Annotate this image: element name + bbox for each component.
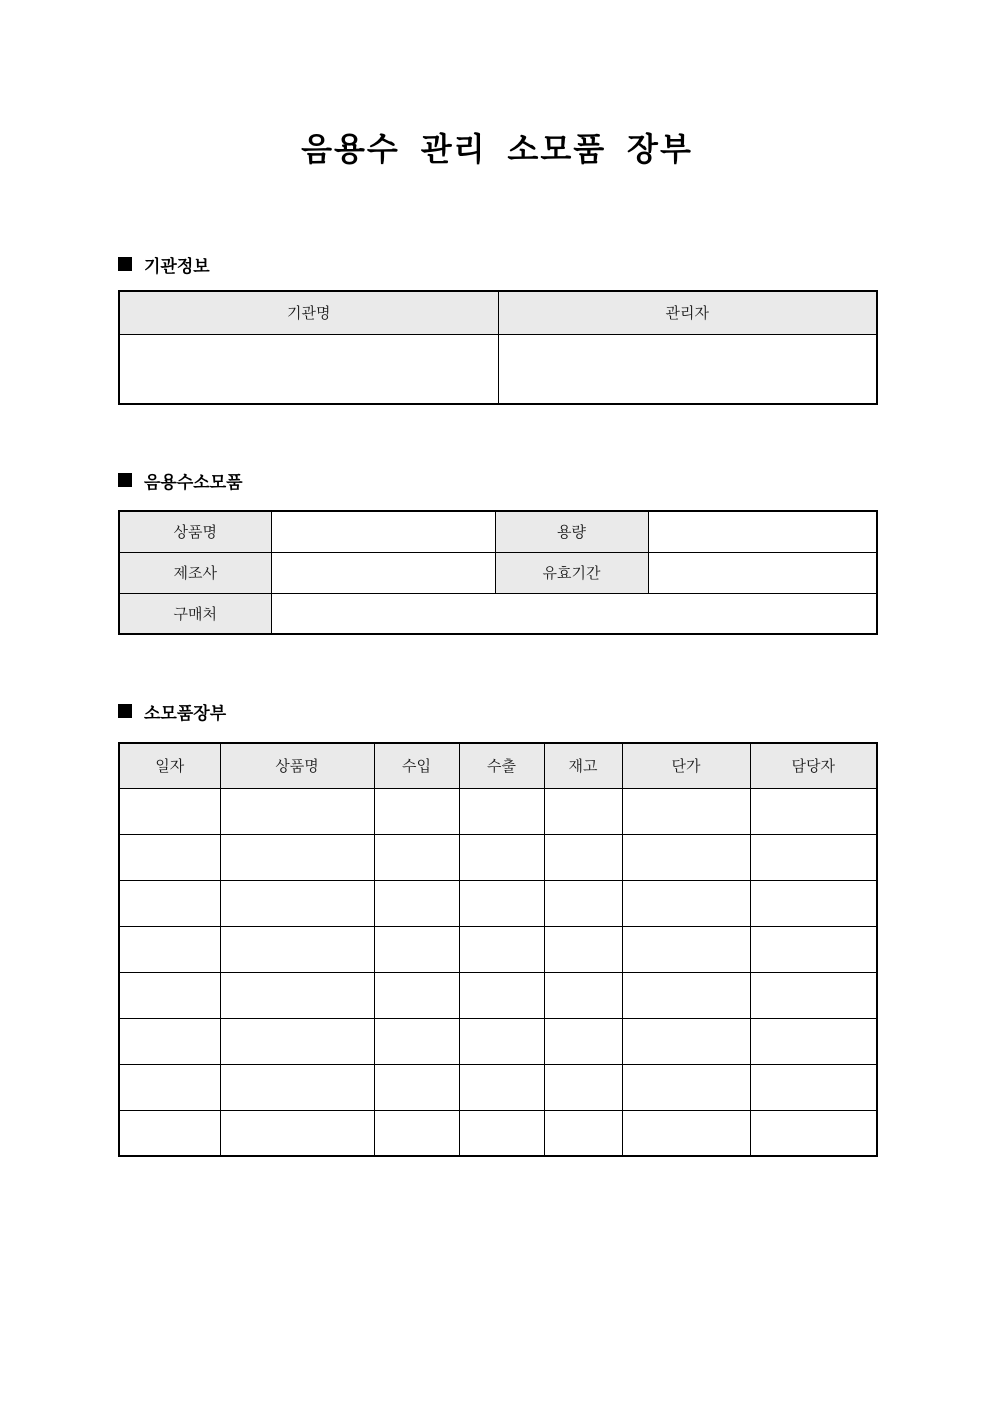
- section-heading-ledger: [118, 699, 876, 723]
- org-institution-value-cell: [119, 334, 498, 404]
- ledger-empty-cell: [374, 834, 459, 880]
- ledger-empty-cell: [622, 880, 750, 926]
- ledger-empty-cell: [544, 1018, 622, 1064]
- ledger-col-product: 상품명: [220, 743, 374, 788]
- section-heading-org: [118, 252, 876, 276]
- ledger-empty-row: [119, 972, 877, 1018]
- ledger-table: [118, 742, 878, 1157]
- ledger-empty-cell: [622, 1110, 750, 1156]
- consumable-row: [119, 511, 877, 552]
- ledger-empty-cell: [622, 926, 750, 972]
- ledger-empty-cell: [459, 880, 544, 926]
- ledger-empty-cell: [220, 1110, 374, 1156]
- ledger-empty-cell: [750, 1064, 877, 1110]
- ledger-empty-cell: [544, 834, 622, 880]
- ledger-empty-row: [119, 1064, 877, 1110]
- ledger-empty-cell: [119, 1064, 220, 1110]
- ledger-empty-cell: [119, 834, 220, 880]
- ledger-empty-cell: [459, 834, 544, 880]
- label-purchase-place: 구매처: [119, 593, 271, 634]
- ledger-empty-cell: [622, 972, 750, 1018]
- ledger-empty-cell: [374, 1064, 459, 1110]
- ledger-empty-cell: [459, 1064, 544, 1110]
- ledger-empty-cell: [544, 926, 622, 972]
- ledger-empty-cell: [750, 1018, 877, 1064]
- consumable-table: [118, 510, 878, 635]
- ledger-empty-cell: [750, 1110, 877, 1156]
- ledger-header-row: [119, 743, 877, 788]
- ledger-empty-cell: [750, 972, 877, 1018]
- value-purchase-place-cell: [271, 593, 877, 634]
- label-product-name: 상품명: [119, 511, 271, 552]
- ledger-empty-cell: [459, 1018, 544, 1064]
- ledger-col-person: 담당자: [750, 743, 877, 788]
- ledger-empty-cell: [220, 880, 374, 926]
- ledger-body: [119, 788, 877, 1156]
- ledger-empty-cell: [622, 788, 750, 834]
- ledger-empty-cell: [750, 880, 877, 926]
- page-title: 음용수 관리 소모품 장부: [301, 131, 693, 167]
- ledger-col-date: 일자: [119, 743, 220, 788]
- ledger-empty-cell: [750, 788, 877, 834]
- org-table-header-row: [119, 291, 877, 334]
- ledger-empty-cell: [544, 880, 622, 926]
- label-expiration: 유효기간: [495, 552, 648, 593]
- ledger-empty-row: [119, 1110, 877, 1156]
- ledger-empty-row: [119, 834, 877, 880]
- ledger-empty-cell: [374, 1110, 459, 1156]
- ledger-col-unit-price: 단가: [622, 743, 750, 788]
- ledger-empty-cell: [622, 1018, 750, 1064]
- ledger-empty-cell: [750, 926, 877, 972]
- value-manufacturer-cell: [271, 552, 495, 593]
- ledger-empty-row: [119, 926, 877, 972]
- ledger-empty-cell: [750, 834, 877, 880]
- ledger-empty-cell: [374, 926, 459, 972]
- ledger-empty-cell: [119, 1018, 220, 1064]
- ledger-empty-cell: [220, 834, 374, 880]
- ledger-empty-cell: [459, 972, 544, 1018]
- org-manager-value-cell: [498, 334, 877, 404]
- org-table: [118, 290, 878, 405]
- section-heading-org-label: 기관정보: [144, 256, 210, 276]
- ledger-empty-cell: [544, 1110, 622, 1156]
- ledger-empty-cell: [220, 1018, 374, 1064]
- section-heading-ledger-label: 소모품장부: [144, 703, 227, 723]
- ledger-empty-cell: [459, 1110, 544, 1156]
- ledger-empty-cell: [374, 972, 459, 1018]
- ledger-col-out: 수출: [459, 743, 544, 788]
- ledger-empty-cell: [544, 1064, 622, 1110]
- value-product-name-cell: [271, 511, 495, 552]
- ledger-empty-cell: [119, 926, 220, 972]
- ledger-empty-row: [119, 1018, 877, 1064]
- ledger-col-stock: 재고: [544, 743, 622, 788]
- ledger-empty-cell: [622, 1064, 750, 1110]
- org-col-manager: 관리자: [498, 291, 877, 334]
- ledger-empty-row: [119, 880, 877, 926]
- section-bullet-icon: [118, 473, 132, 487]
- ledger-empty-cell: [220, 788, 374, 834]
- ledger-empty-cell: [374, 880, 459, 926]
- ledger-empty-cell: [119, 788, 220, 834]
- ledger-empty-cell: [544, 972, 622, 1018]
- ledger-empty-cell: [459, 788, 544, 834]
- document-content: [118, 0, 876, 1157]
- ledger-empty-cell: [119, 972, 220, 1018]
- ledger-empty-cell: [374, 788, 459, 834]
- ledger-empty-cell: [119, 1110, 220, 1156]
- ledger-empty-cell: [459, 926, 544, 972]
- value-capacity-cell: [648, 511, 877, 552]
- ledger-empty-cell: [220, 972, 374, 1018]
- section-bullet-icon: [118, 704, 132, 718]
- consumable-row: [119, 593, 877, 634]
- ledger-empty-cell: [220, 926, 374, 972]
- label-manufacturer: 제조사: [119, 552, 271, 593]
- section-heading-consumable: [118, 468, 876, 492]
- section-bullet-icon: [118, 257, 132, 271]
- ledger-empty-cell: [622, 834, 750, 880]
- ledger-empty-cell: [544, 788, 622, 834]
- value-expiration-cell: [648, 552, 877, 593]
- ledger-empty-row: [119, 788, 877, 834]
- org-table-value-row: [119, 334, 877, 404]
- section-heading-consumable-label: 음용수소모품: [144, 472, 243, 492]
- org-col-institution: 기관명: [119, 291, 498, 334]
- ledger-empty-cell: [220, 1064, 374, 1110]
- ledger-empty-cell: [374, 1018, 459, 1064]
- consumable-row: [119, 552, 877, 593]
- ledger-col-in: 수입: [374, 743, 459, 788]
- ledger-empty-cell: [119, 880, 220, 926]
- label-capacity: 용량: [495, 511, 648, 552]
